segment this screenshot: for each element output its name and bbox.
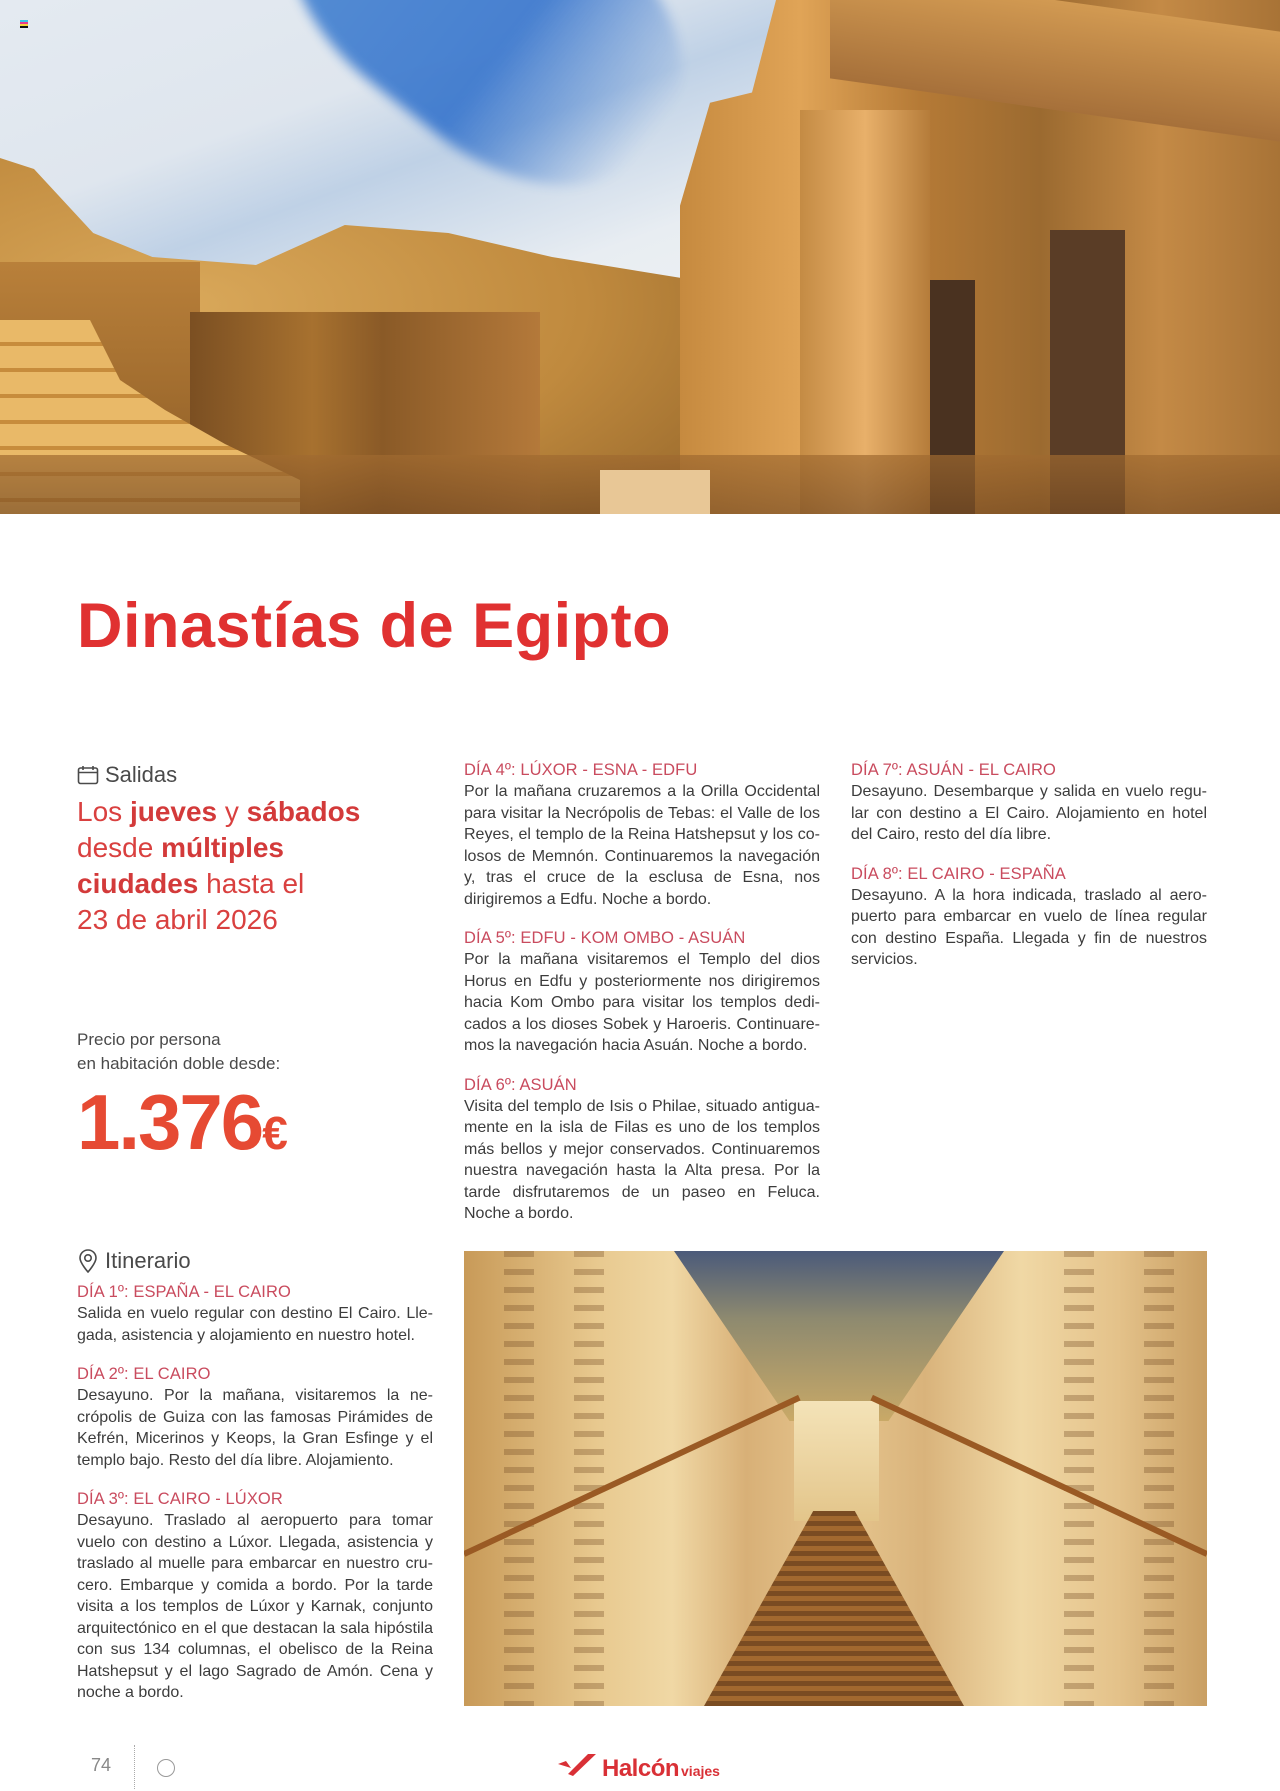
dep-text-date: 23 de abril 2026 <box>77 904 278 935</box>
price-block <box>77 1028 407 1173</box>
dep-text-part: desde <box>77 832 162 863</box>
page-number: 74 <box>91 1755 112 1775</box>
day-title: DÍA 3º: EL CAIRO - LÚXOR <box>77 1490 283 1508</box>
day-title: DÍA 5º: EDFU - KOM OMBO - ASUÁN <box>464 929 746 947</box>
dep-text-part: Los <box>77 796 130 827</box>
day-body: Desayuno. Desembarque y salida en vuelo regular con destino a El Cairo. Alojamiento en hotel del Cairo, resto del día libre. <box>851 783 1207 843</box>
day-body: Visita del templo de Isis o Philae, situado antiguamente en la isla de Filas es uno de los templos más bellos y mejor conservados. Continuaremos nuestra navegación hasta la Alta presa. Por la tarde disfrutaremos de un paseo en Feluca. Noche a bordo. <box>464 1097 820 1222</box>
day-title: DÍA 1º: ESPAÑA - EL CAIRO <box>77 1283 291 1301</box>
dep-text-part: hasta el <box>198 868 305 899</box>
dep-text-part: y <box>217 796 247 827</box>
day-title: DÍA 2º: EL CAIRO <box>77 1365 211 1383</box>
dep-text-bold: ciudades <box>77 868 199 899</box>
calendar-icon <box>77 765 99 785</box>
dep-text-bold: múltiples <box>161 832 284 863</box>
departure-days-text <box>77 794 437 938</box>
day-body: Por la mañana cruzaremos a la Orilla Occidental para visitar la Necrópolis de Tebas: el Valle de los Reyes, el templo de la Reina Hatshepsut y los colosos de Memnón. Continuaremos la navegación y, tras el cruce de la esclusa de Esna, nos dirigiremos a Edfu. Noche a bordo. <box>464 783 820 908</box>
tomb-interior-image <box>464 1251 1207 1706</box>
day-body: Por la mañana visitaremos el Templo del dios Horus en Edfu y posteriormente nos dirigiremos hacia Kom Ombo para visitar los templos dedicados a los dioses Sobek y Haroeris. Continuaremos la navegación hacia Asuán. Noche a bordo. <box>464 951 820 1054</box>
day-body: Desayuno. Por la mañana, visitaremos la necrópolis de Guiza con las famosas Pirámides de Kefrén, Micerinos y Keops, la Gran Esfinge y el templo bajo. Resto del día libre. Alojamiento. <box>77 1387 433 1469</box>
hero-block <box>600 470 710 514</box>
itinerary-column-right <box>851 760 1207 985</box>
tomb-corridor <box>794 1401 879 1521</box>
footer-divider <box>134 1745 135 1789</box>
day-body: Desayuno. Traslado al aeropuerto para tomar vuelo con destino a Lúxor. Llegada, asistencia y traslado al muelle para embarcar en nuestro crucero. Embarque y comida a bordo. Por la tarde visita a los templos de Lúxor y Karnak, conjunto arquitectónico en el que destacan la sala hipóstila con sus 134 columnas, el obelisco de la Reina Hatshepsut y el lago Sagrado de Amón. Cena y noche a bordo. <box>77 1512 433 1701</box>
price-label <box>77 1028 407 1076</box>
price-label-line: en habitación doble desde: <box>77 1054 281 1073</box>
price-value <box>77 1078 407 1173</box>
salidas-header <box>77 762 437 788</box>
hieroglyph-column <box>574 1251 604 1706</box>
dep-text-bold: jueves <box>129 796 218 827</box>
footer-circle-icon <box>157 1759 175 1777</box>
logo-sub: viajes <box>681 1763 720 1779</box>
day-body: Desayuno. A la hora indicada, traslado al aeropuerto para embarcar en vuelo de línea regular con destino España. Llegada y fin de nuestros servicios. <box>851 886 1207 968</box>
hero-sky <box>240 0 731 239</box>
itinerary-day <box>464 1075 820 1225</box>
itinerary-day <box>77 1282 433 1346</box>
salidas-label: Salidas <box>105 762 178 787</box>
hero-image <box>0 0 1280 514</box>
hieroglyph-column <box>1144 1251 1174 1706</box>
tomb-ceiling <box>674 1251 1004 1421</box>
logo-brand: Halcón <box>602 1755 680 1782</box>
tomb-staircase <box>704 1511 964 1706</box>
itinerary-day <box>464 760 820 910</box>
day-title: DÍA 4º: LÚXOR - ESNA - EDFU <box>464 761 698 779</box>
itinerary-day <box>77 1364 433 1471</box>
salidas-section <box>77 762 437 938</box>
print-color-bar <box>20 20 28 28</box>
price-amount: 1.376 <box>77 1078 263 1166</box>
checkmark-logo-icon <box>556 1752 596 1776</box>
hero-pillar <box>800 110 930 514</box>
halcon-viajes-logo <box>556 1752 720 1783</box>
location-pin-icon <box>77 1249 99 1273</box>
itinerary-day <box>851 760 1207 846</box>
itinerary-day <box>851 864 1207 971</box>
hieroglyph-column <box>504 1251 534 1706</box>
itinerary-label: Itinerario <box>105 1248 191 1273</box>
page-title: Dinastías de Egipto <box>77 591 672 661</box>
day-body: Salida en vuelo regular con destino El Cairo. Llegada, asistencia y alojamiento en nuestro hotel. <box>77 1305 433 1344</box>
day-title: DÍA 6º: ASUÁN <box>464 1075 577 1094</box>
itinerary-column-middle <box>464 760 820 1239</box>
price-label-line: Precio por persona <box>77 1030 221 1049</box>
price-currency: € <box>262 1107 288 1159</box>
itinerary-section <box>77 1248 433 1718</box>
itinerary-header <box>77 1248 433 1274</box>
itinerary-day <box>77 1489 433 1704</box>
hieroglyph-column <box>1064 1251 1094 1706</box>
itinerary-day <box>464 928 820 1057</box>
day-title: DÍA 7º: ASUÁN - EL CAIRO <box>851 761 1056 779</box>
day-title: DÍA 8º: EL CAIRO - ESPAÑA <box>851 864 1066 883</box>
dep-text-bold: sábados <box>246 796 361 827</box>
